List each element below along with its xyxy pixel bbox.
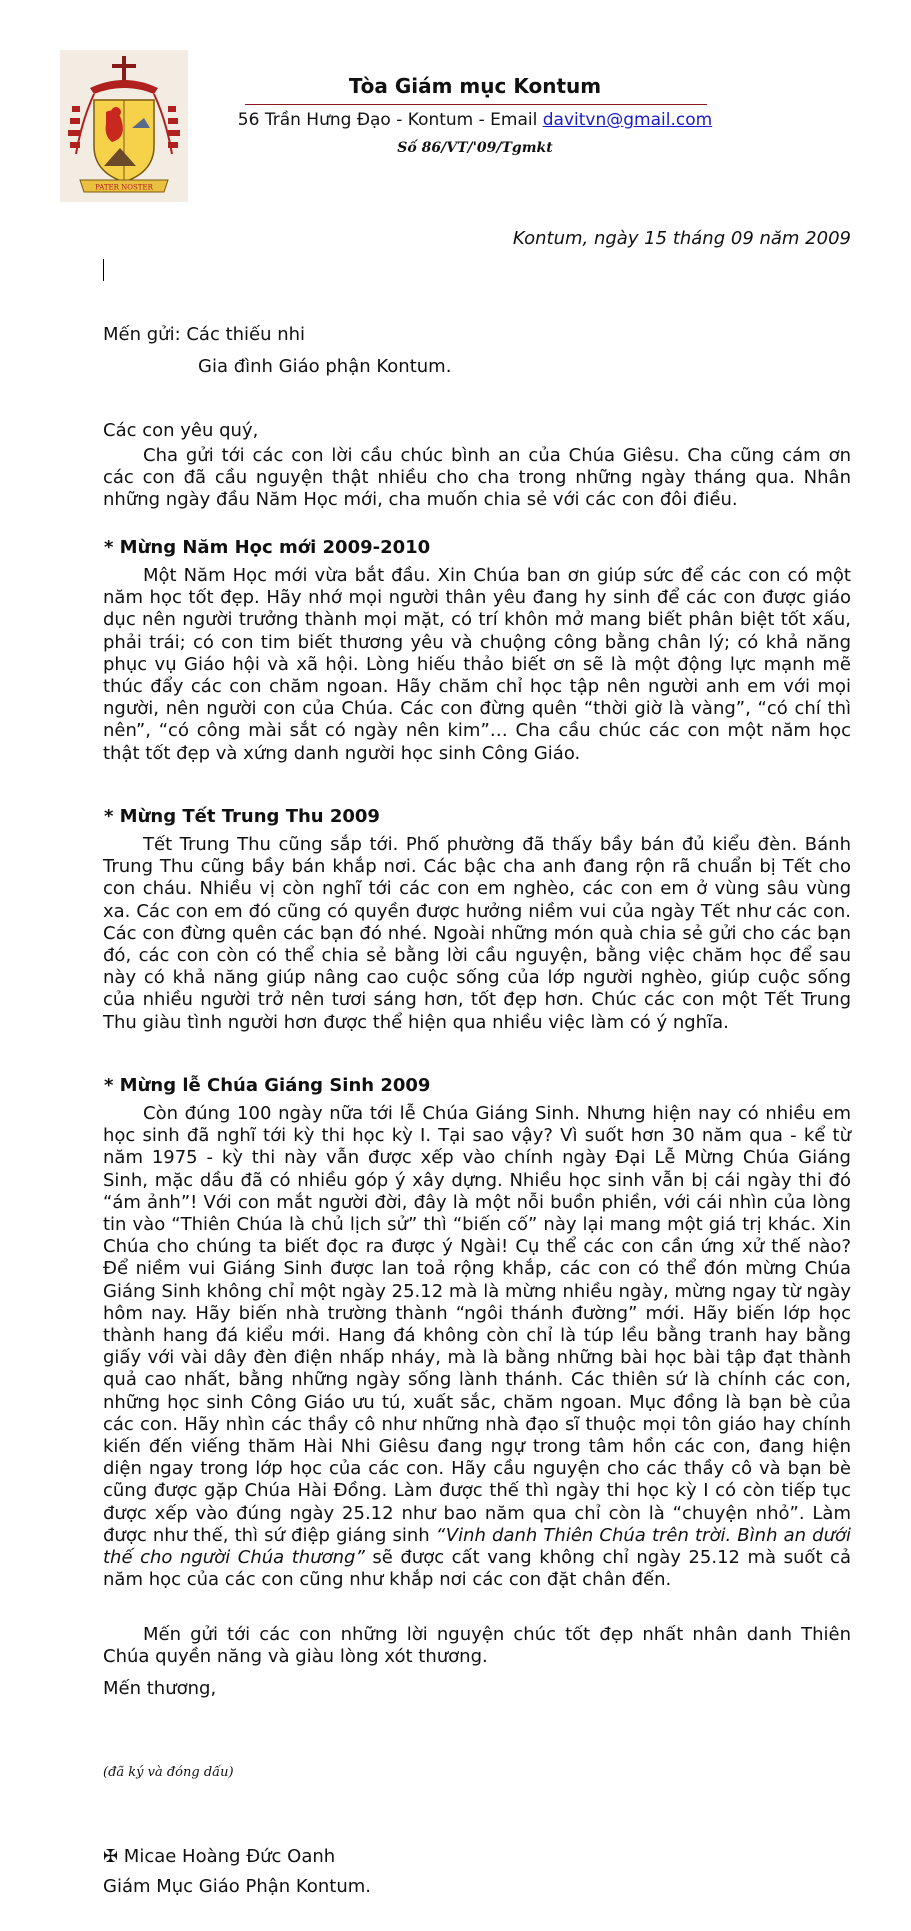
header-address [200,110,750,130]
recipient-line-1: Mến gửi: Các thiếu nhi [103,324,306,345]
header-divider [245,104,707,105]
section-heading-christmas: * Mừng lễ Chúa Giáng Sinh 2009 [104,1075,431,1096]
christmas-text-before: Còn đúng 100 ngày nữa tới lễ Chúa Giáng Sinh. Nhưng hiện nay có nhiều em học sinh đã nghĩ tới kỳ thi học kỳ I. Tại sao vậy? Vì suốt hơn 30 năm qua - kể từ năm 1975 - kỳ thi này vẫn được xếp vào chính ngày Đại Lễ Mừng Chúa Giáng Sinh, mặc dầu đã có nhiều góp ý xây dựng. Nhiều học sinh vẫn bị cái ngày thi đó “ám ảnh”! Với con mắt người đời, đây là một nỗi buồn phiền, với cái nhìn của lòng tin vào “Thiên Chúa là chủ lịch sử” thì “biến cố” này lại mang một giá trị khác. Xin Chúa cho chúng ta biết đọc ra được ý Ngài! Cụ thể các con cần ứng xử thế nào? Để niềm vui Giáng Sinh được lan toả rộng khắp, các con có thể đón mừng Chúa Giáng Sinh không chỉ một ngày 25.12 mà là mừng nhiều ngày, mừng ngay từ ngày hôm nay. Hãy biến nhà trường thành “ngôi thánh đường” mới. Hãy biến lớp học thành hang đá kiểu mới. Hang đá không còn chỉ là túp lều bằng tranh hay bằng giấy với vài dây đèn điện nhấp nháy, mà là bằng những bài học bài tập đạt thành quả cao nhất, bằng những ngày sống lành thánh. Các thiên sứ là chính các con, những học sinh Công Giáo ưu tú, xuất sắc, chăm ngoan. Mục đồng là bạn bè của các con. Hãy nhìn các thầy cô như những nhà đạo sĩ thuộc mọi tôn giáo hay chính kiến đến viếng thăm Hài Nhi Giêsu đang ngự trong tâm hồn các con, đang hiện diện ngay trong lớp học của các con. Hãy cầu nguyện cho các thầy cô và bạn bè cũng được gặp Chúa Hài Đồng. Làm được thế thì ngày thi học kỳ I có còn tiếp tục được xếp vào đúng ngày 25.12 như bao năm qua chỉ còn là “chuyện nhỏ”. Làm được như thế, thì sứ điệp giáng sinh [103,1103,851,1546]
section-heading-new-school-year: * Mừng Năm Học mới 2009-2010 [104,537,431,558]
coat-of-arms-logo [60,50,188,202]
organization-title: Tòa Giám mục Kontum [348,74,602,98]
section-heading-mid-autumn: * Mừng Tết Trung Thu 2009 [104,806,380,827]
address-text: 56 Trần Hưng Đạo - Kontum - Email [237,110,538,130]
logo-motto: PATER NOSTER [95,183,153,192]
section-body-mid-autumn: Tết Trung Thu cũng sắp tới. Phố phường đã thấy bầy bán đủ kiểu đèn. Bánh Trung Thu cũng bầy bán khắp nơi. Các bậc cha anh đang rộn rã chuẩn bị Tết cho con cháu. Nhiều vị còn nghĩ tới các con em nghèo, các con em ở vùng sâu vùng xa. Các con em đó cũng có quyền được hưởng niềm vui của ngày Tết như các con. Các con đừng quên các bạn đó nhé. Ngoài những món quà chia sẻ gửi cho các bạn đó, các con còn có thể chia sẻ bằng lời cầu nguyện, bằng việc chăm học để sau này có khả năng giúp nâng cao cuộc sống của lớp người nghèo, giúp cuộc sống của nhiều người trở nên tươi sáng hơn, tốt đẹp hơn. Chúc các con một Tết Trung Thu giàu tình người hơn được thể hiện qua nhiều việc làm có ý nghĩa. [103,834,851,1033]
christmas-text-after: sẽ được cất vang không chỉ ngày 25.12 mà suốt cả năm học của các con cũng như khắp nơi các con đặt chân đến. [103,1547,851,1591]
closing-paragraph: Mến gửi tới các con những lời nguyện chúc tốt đẹp nhất nhân danh Thiên Chúa quyền năng và giàu lòng xót thương. [103,1624,851,1668]
christmas-quote: “Vinh danh Thiên Chúa trên trời. Bình an dưới thế cho người Chúa thương” [103,1524,851,1569]
signer-title: Giám Mục Giáo Phận Kontum. [103,1876,371,1897]
section-body-new-school-year: Một Năm Học mới vừa bắt đầu. Xin Chúa ban ơn giúp sức để các con có một năm học tốt đẹp. Hãy nhớ mọi người thân yêu đang hy sinh để các con được giáo dục nên người trưởng thành mọi mặt, có trí khôn mở mang biết phân biệt tốt xấu, phải trái; có con tim biết thương yêu và chuộng công bằng chân lý; có khả năng phục vụ Giáo hội và xã hội. Lòng hiếu thảo biết ơn sẽ là một động lực mạnh mẽ thúc đẩy các con chăm ngoan. Hãy chăm chỉ học tập nên người anh em với mọi người, nên người con của Chúa. Các con đừng quên “thời giờ là vàng”, “có chí thì nên”, “có công mài sắt có ngày nên kim”… Cha cầu chúc các con một năm học thật tốt đẹp và xứng danh người học sinh Công Giáo. [103,565,851,764]
intro-paragraph: Cha gửi tới các con lời cầu chúc bình an của Chúa Giêsu. Cha cũng cám ơn các con đã cầu nguyện thật nhiều cho cha trong những ngày tháng qua. Nhân những ngày đầu Năm Học mới, cha muốn chia sẻ với các con đôi điều. [103,445,851,511]
signer-name: ✠ Micae Hoàng Đức Oanh [103,1846,336,1867]
reference-number: Số 86/VT/'09/Tgmkt [397,140,553,156]
recipient-line-2: Gia đình Giáo phận Kontum. [198,356,452,377]
email-link[interactable]: davitvn@gmail.com [542,110,713,130]
closing-words: Mến thương, [103,1678,217,1699]
date-line: Kontum, ngày 15 tháng 09 năm 2009 [512,228,851,249]
salutation: Các con yêu quý, [103,420,259,441]
signature-note: (đã ký và đóng dấu) [103,1765,234,1780]
section-body-christmas [103,1103,851,1591]
text-cursor [103,259,104,281]
